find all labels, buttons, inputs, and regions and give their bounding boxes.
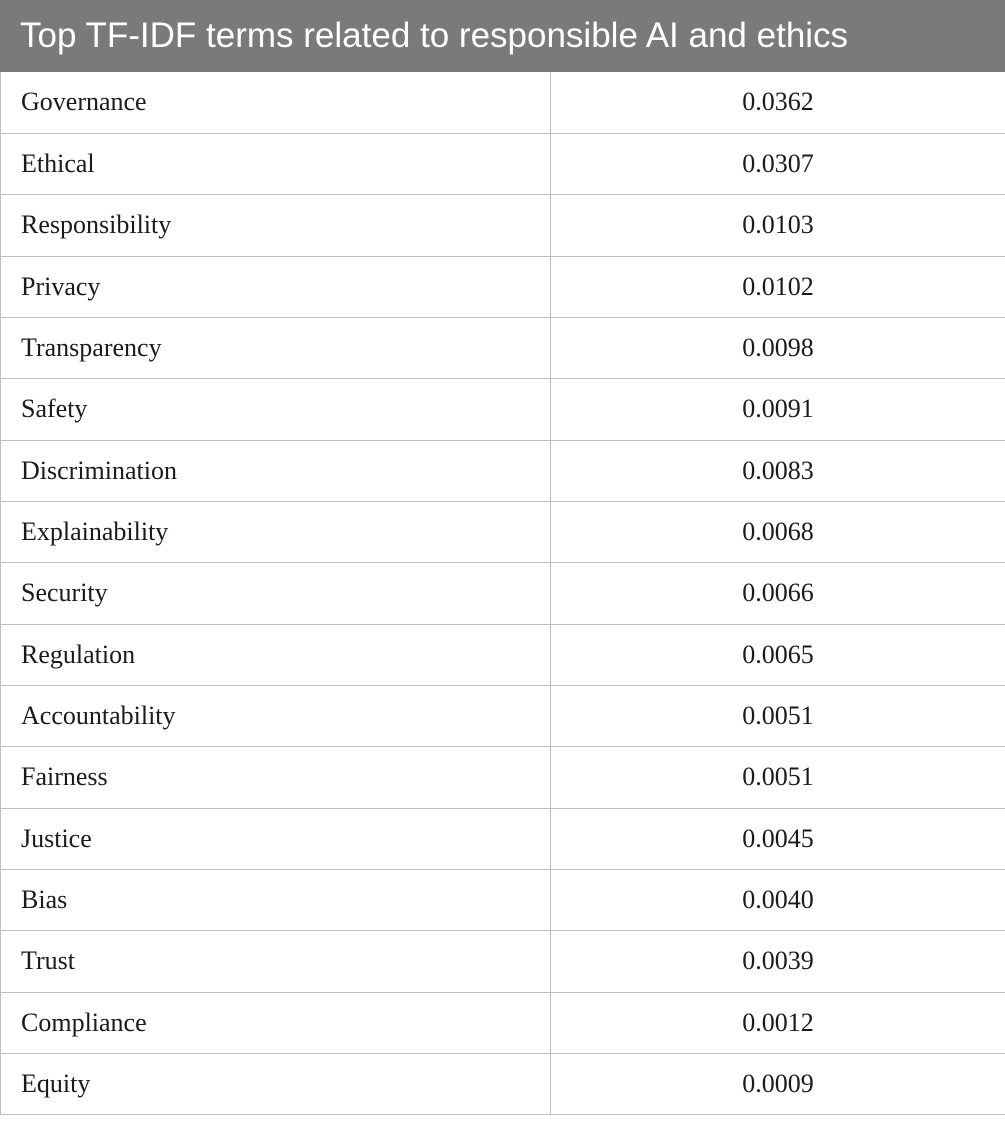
table-row bbox=[1, 501, 1005, 562]
value-cell: 0.0051 bbox=[551, 685, 1005, 746]
table-row bbox=[1, 256, 1005, 317]
term-cell: Governance bbox=[1, 72, 551, 133]
value-cell: 0.0068 bbox=[551, 501, 1005, 562]
term-cell: Fairness bbox=[1, 747, 551, 808]
table-title: Top TF-IDF terms related to responsible AI and ethics bbox=[0, 0, 1005, 72]
value-cell: 0.0066 bbox=[551, 563, 1005, 624]
table-row bbox=[1, 440, 1005, 501]
value-cell: 0.0103 bbox=[551, 195, 1005, 256]
term-cell: Ethical bbox=[1, 133, 551, 194]
value-cell: 0.0009 bbox=[551, 1054, 1005, 1115]
table-row bbox=[1, 747, 1005, 808]
term-cell: Bias bbox=[1, 869, 551, 930]
table-body bbox=[0, 72, 1005, 1115]
term-cell: Safety bbox=[1, 379, 551, 440]
value-cell: 0.0065 bbox=[551, 624, 1005, 685]
table-row bbox=[1, 808, 1005, 869]
value-cell: 0.0045 bbox=[551, 808, 1005, 869]
table-row bbox=[1, 685, 1005, 746]
value-cell: 0.0091 bbox=[551, 379, 1005, 440]
table-row bbox=[1, 195, 1005, 256]
table-row bbox=[1, 624, 1005, 685]
term-cell: Accountability bbox=[1, 685, 551, 746]
table-row bbox=[1, 869, 1005, 930]
value-cell: 0.0098 bbox=[551, 317, 1005, 378]
term-cell: Transparency bbox=[1, 317, 551, 378]
table-row bbox=[1, 72, 1005, 133]
term-cell: Regulation bbox=[1, 624, 551, 685]
term-cell: Justice bbox=[1, 808, 551, 869]
value-cell: 0.0083 bbox=[551, 440, 1005, 501]
term-cell: Discrimination bbox=[1, 440, 551, 501]
term-cell: Responsibility bbox=[1, 195, 551, 256]
term-cell: Compliance bbox=[1, 992, 551, 1053]
value-cell: 0.0039 bbox=[551, 931, 1005, 992]
value-cell: 0.0102 bbox=[551, 256, 1005, 317]
table-row bbox=[1, 379, 1005, 440]
table-row bbox=[1, 931, 1005, 992]
term-cell: Privacy bbox=[1, 256, 551, 317]
table-row bbox=[1, 317, 1005, 378]
term-cell: Trust bbox=[1, 931, 551, 992]
value-cell: 0.0362 bbox=[551, 72, 1005, 133]
term-cell: Explainability bbox=[1, 501, 551, 562]
table-row bbox=[1, 133, 1005, 194]
table-row bbox=[1, 563, 1005, 624]
value-cell: 0.0307 bbox=[551, 133, 1005, 194]
value-cell: 0.0051 bbox=[551, 747, 1005, 808]
table-row bbox=[1, 992, 1005, 1053]
value-cell: 0.0040 bbox=[551, 869, 1005, 930]
table-row bbox=[1, 1054, 1005, 1115]
value-cell: 0.0012 bbox=[551, 992, 1005, 1053]
term-cell: Security bbox=[1, 563, 551, 624]
term-cell: Equity bbox=[1, 1054, 551, 1115]
